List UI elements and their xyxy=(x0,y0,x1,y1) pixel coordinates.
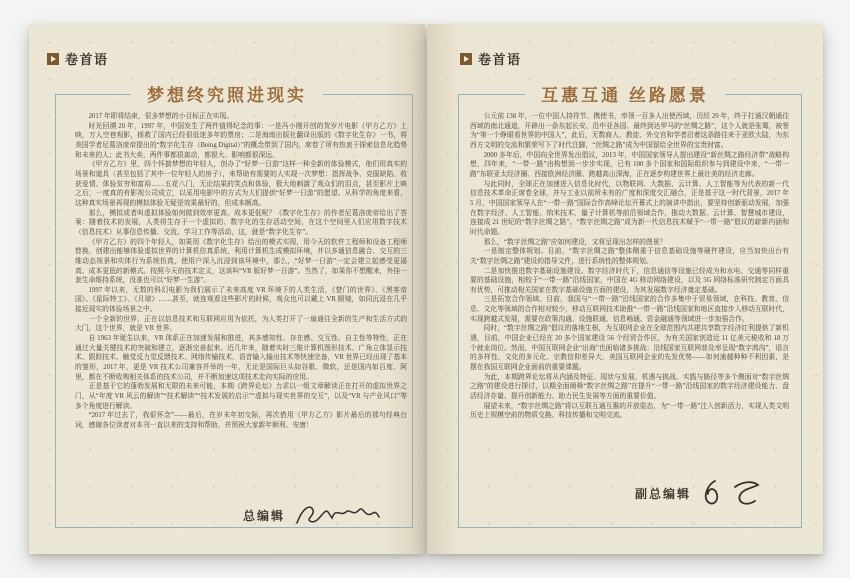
paragraph: 公元前 138 年，一位中国人持符节、携使书，率领一百多人出使西域，历经 20 年，终于打通汉朝通往西域的南北通道，开辟出一条东起长安、沿中亚各国、最终到达罗马的“丝绸之路”，这个人就是张骞，被誉为“第一个睁眼看世界的中国人”，此后，无数商人、教徒、外交官和学者沿着这条路往来于亚欧大陆，为东西方文明的交流和繁荣写下了时代注脚，“丝绸之路”成为中国留给全世界的宝贵财富。 xyxy=(470,113,789,149)
paragraph: 一是制定整体规划。目前，“数字丝绸之路”整体侧重于信息基础设施等硬件建设，应当加快出台有关“数字丝绸之路”建设的指导文件，进行系统性的整体规划。 xyxy=(470,248,789,265)
paragraph: 那么，模拟或者叫虚拟体验如何做到效率更高、成本更低呢？《数字化生存》的作者尼葛洛庞帝给出了答案：随着技术的发展，人类将生存于一个虚拟的、数字化的生存活动空间，在这个空间里人们应用数字技术（信息技术）从事信息传播、交流、学习工作等活动，这，就是“数字化生存”。 xyxy=(75,209,407,236)
page-right xyxy=(427,24,823,554)
play-marker-icon xyxy=(460,53,472,65)
paragraph: 时光回溯 20 年，1997 年，中国发生了两件值得纪念的事：一是冯小刚开创的贺岁片电影《甲方乙方》上映，万人空巷观影，拯救了国内已经很低迷多年的票房；二是海南出版社翻译出版的《数字化生存》一书，将美国学者尼葛洛庞帝提出的“数字化生存（Being Digital）”的概念带到了国内，席卷了所有热衷于探索信息化趋势和未来的人；此书大卖，两件事都很轰动，都很大、影响都很深远。 xyxy=(75,122,407,159)
paragraph: 正是基于它的蓬勃发展和无限的未来可能，本期《跨界论坛》力求以一组文章解读正在打开的虚拟世界之门，从“年度 VR 风云的解读”“技术解读”“技术发展的启示”“虚拟与现实世界的交互”，以及“VR 与产业风口”等多个角度进行解读。 xyxy=(75,383,407,410)
paragraph: 一个全新的世界，正在以信息技术和互联网应用为依托，为人类打开了一扇通往全新的生产和生活方式的大门，这个世界，就是 VR 世界。 xyxy=(75,315,407,333)
article-body xyxy=(75,112,407,431)
deputy-editor-signature-handwriting xyxy=(699,476,765,510)
page-title-row xyxy=(29,81,425,106)
paragraph: 二是加快推进数字基础设施建设。数字经济时代下，信息通信等设施已经成为和水电、交通等同样重要的基础设施，相较于“一带一路”沿线国家，中国在 4G 移动网络建设，以及 5G 网络标准研究制定方面具有优势，可推动相关国家在数字基础设施方面的建设，为其发展数字经济奠定基础。 xyxy=(470,267,789,294)
play-marker-icon xyxy=(47,53,59,65)
signature-title-label: 总编辑 xyxy=(242,508,285,523)
signature-row xyxy=(243,500,381,530)
section-header-label: 卷首语 xyxy=(65,52,109,67)
paragraph: 同时，“数字丝绸之路”倡议的落地生根，为互联网企业在全球范围内共建共享数字经济红利提供了新机遇，目前，中国企业已经在 20 多个国家建设 56 个经贸合作区，为有关国家创造近 11 亿美元税收和 18 万个就业岗位。然而，中国互联网企业“出海”也面临诸多挑战：沿线国家互联网普及率呈现“数字鸿沟”，语言的多样性、文化的多元化、宗教信仰差异大，美国互联网企业的先发优势——如何逾越种种不利因素，是摆在我国互联网企业面前的重要课题。 xyxy=(470,325,789,372)
page-title: 梦想终究照进现实 xyxy=(131,81,323,106)
paragraph: 2017 年即将结束，很多梦想的小目标正在实现。 xyxy=(88,113,234,120)
paragraph: 2000 多年后，中国向全世界发出倡议，2013 年，中国国家领导人提出建设“新丝绸之路经济带”战略构想，四年来，“一带一路”由构想到一步步实现，已有 100 多个国家和国际组织参与到建设中来，“一带一路”东联亚太经济圈、西接欧洲经济圈、跨越高山深海，正在逐步构建世界上最壮美的经济走廊。 xyxy=(470,151,789,178)
article-body xyxy=(470,112,789,421)
paragraph: 那么，“数字丝绸之路”应如何建设，又将呈现出怎样的图景？ xyxy=(483,238,667,246)
section-header-label: 卷首语 xyxy=(478,52,522,67)
paragraph: 与此同时，全球正在加速进入信息化时代，以物联网、大数据、云计算、人工智能等为代表的新一代信息技术革命正席卷全球，并与工业以前所未有的广度和深度交汇融合，正是基于这一时代背景，2017 年 5 月，中国国家领导人在“一带一路”国际合作高峰论坛开幕式上的演讲中指出，要坚持创新驱动发展，加强在数字经济、人工智能、纳米技术、量子计算机等前沿领域合作，推动大数据、云计算、智慧城市建设，连接成 21 世纪的“数字丝绸之路”。“数字丝绸之路”成为新一代信息技术赋予“一带一路”倡议的崭新内涵和时代命题。 xyxy=(470,180,789,236)
signature-row xyxy=(635,476,765,510)
section-header xyxy=(460,49,522,68)
page-left xyxy=(29,24,425,554)
signature-title-label: 副总编辑 xyxy=(634,486,691,501)
editor-signature-handwriting xyxy=(293,500,381,530)
paragraph: 自 1963 年诞生以来，VR 体系正在加速发展和推进，其多感知性、存在感、交互性、自主性等特性，正在通过大量关键技术的突破和建立，逐渐完善起来。近几年来，随着实时三维计算机图形技术、广角立体显示技术、跟踪技术、触觉反力觉反馈技术、网络传输技术、语音输入输出技术等快速完备，VR 世界已经出现了基本的雏形，2017 年，更是 VR 技术公司兼容并举的一年，无论是国际巨头如谷歌、微软，还是国内如百度、阿里，都在不断收购相关体系的技术公司，并不断加速这项技术走向实际的应用。 xyxy=(75,335,407,381)
page-title: 互惠互通 丝路愿景 xyxy=(525,81,725,106)
paragraph: 为此，本期跨界论坛将从内涵及特征、现状与发展、机遇与挑战、实践与路径等多个侧面对“数字丝绸之路”的建设进行探讨，以期全面阐释“数字丝绸之路”在提升“一带一路”沿线国家的数字经济建设能力、盘活经济存量、提升创新能力、助力民生发展等方面的重要价值。 xyxy=(470,373,789,401)
paragraph: 展望未来，“数字丝绸之路”将以互联互通互惠的开放姿态，为“一带一路”注入创新活力，实现人类文明历史上规模空前的物质交换、科技传播和文明交流。 xyxy=(470,402,789,420)
page-title-row xyxy=(427,81,823,106)
section-header xyxy=(47,49,109,68)
paragraph: 《甲方乙方》的四个年轻人，如果用《数字化生存》给出的模式实现，用今天的软件工程师和设备工程师替换，创建出能够体验虚拟世界的计算机仿真系统，利用计算机生成模拟环境，并以多通信息融合、交互的三维动态视景和实体行为系统仿真，使用户深入沉浸到该环境中，那么，“好梦一日游”一定会建立起感受更逼真、成本更低的新模式。按照今天的技术定义，这该叫“VR 版好梦一日游”。当然了，如果你不想醒来，外挂一套生命维持系统，没准也可以“好梦一生游”。 xyxy=(75,238,407,285)
paragraph: 1997 年以来，无数的科幻电影为我们展示了未来高度 VR 环境下的人类生活，《楚门的世界》、《黑客帝国》、《星际特工》、《月球》……甚至，就连观看这些影片的时候，观众也可以戴上 VR 眼镜，如同沉浸在几乎接近现实的体验场景之中。 xyxy=(75,286,407,314)
paragraph: 三是拓宽合作领域。目前，我国与“一带一路”沿线国家的合作多集中于贸易领域，在科技、教育、信息、文化等领域的合作相对较少，移动互联网技术助推“一带一路”沿线国家和地区直接步入移动互联时代，实现跨越式发展，需要在政策沟通、设施联通、信息畅通、资金融通等领域进一步加强合作。 xyxy=(470,296,789,323)
paragraph: 《甲方乙方》里，四个怀揣梦想的年轻人，创办了“好梦一日游”这样一种全新的体验模式，他们用真实的场景和道具（甚至包括了其中一位年轻人的房子），来帮助有需要的人实现一次梦想：指挥战争、克服缺陷、收获爱情、体验贫穷和富裕……五花八门，无论结果的笑点和体验，极大地刺激了观众们的泪点，甚至影片上映之后，一度真的有影视公司成立，以采用电影中的方式为人们提供“好梦一日游”的愿望。从科学的角度来看，这种真实场景再现的模拟体验无疑是效果最好的，但成本颇高。 xyxy=(75,161,407,207)
paragraph: “2017 年过去了，我很怀念”——最后，在岁末年初交际，再次借用《甲方乙方》影片最后的那句经典台词，感谢各位读者对本刊一直以来的支持和帮助，并预祝大家新年顺利、安康！ xyxy=(75,412,407,429)
